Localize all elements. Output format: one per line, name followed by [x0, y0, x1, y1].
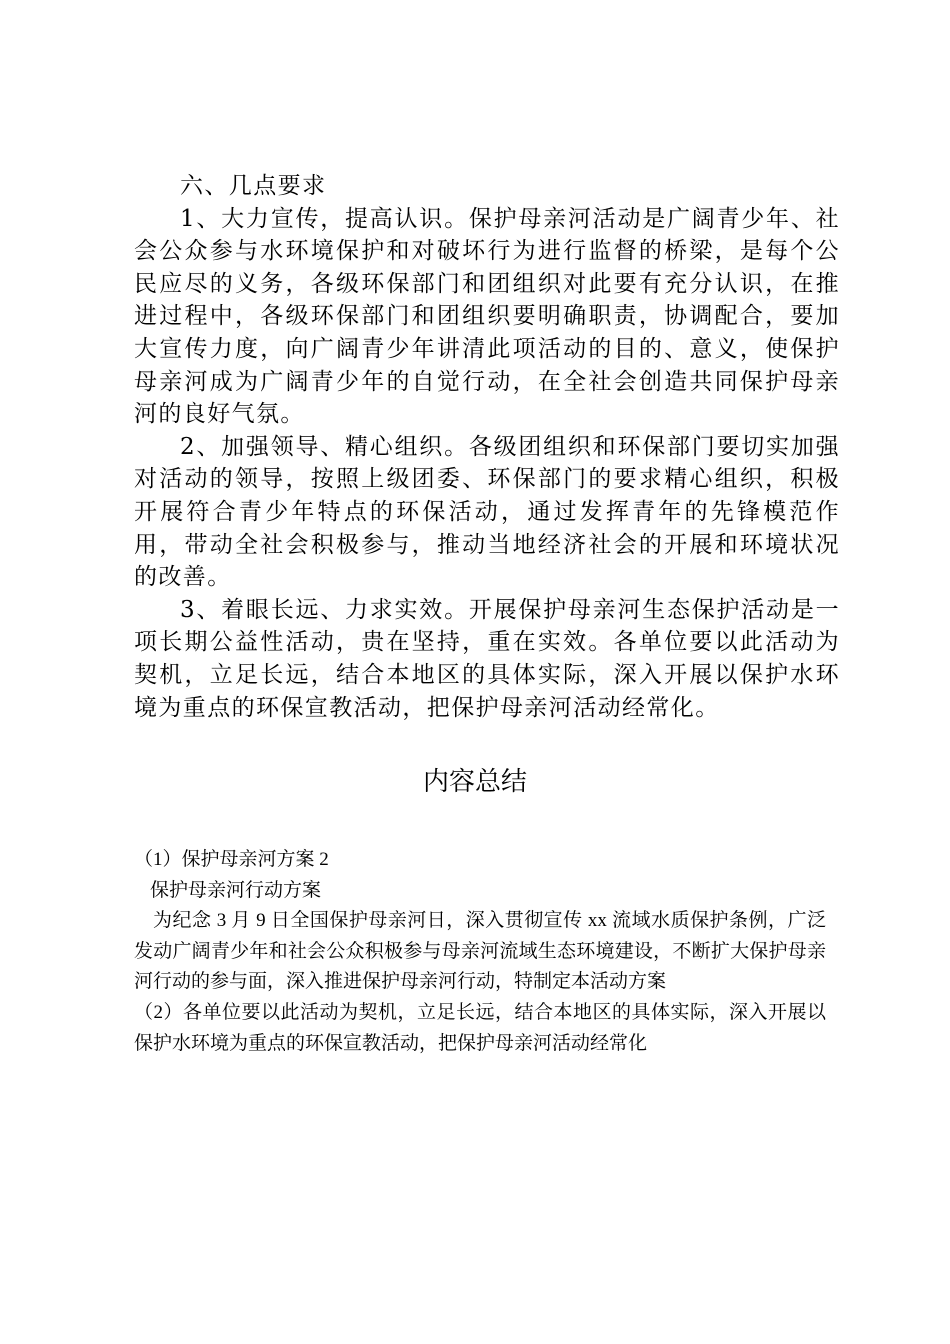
summary-line-3: 为纪念 3 月 9 日全国保护母亲河日，深入贯彻宣传 xx 流域水质保护条例，广泛发动广阔青少年和社会公众积极参与母亲河流域生态环境建设，不断扩大保护母亲河行动的参与面，深入推进保护母亲河行动，特制定本活动方案	[134, 910, 826, 993]
summary-section	[134, 845, 826, 1059]
requirement-item-3: 3、着眼长远、力求实效。开展保护母亲河生态保护活动是一项长期公益性活动，贵在坚持，重在实效。各单位要以此活动为契机，立足长远，结合本地区的具体实际，深入开展以保护水环境为重点的环保宣教活动，把保护母亲河活动经常化。	[134, 596, 840, 721]
requirements-section	[134, 170, 840, 724]
section-heading: 六、几点要求	[180, 173, 327, 199]
requirement-item-1: 1、大力宣传，提高认识。保护母亲河活动是广阔青少年、社会公众参与水环境保护和对破坏行为进行监督的桥梁，是每个公民应尽的义务，各级环保部门和团组织对此要有充分认识，在推进过程中，各级环保部门和团组织要明确职责，协调配合，要加大宣传力度，向广阔青少年讲清此项活动的目的、意义，使保护母亲河成为广阔青少年的自觉行动，在全社会创造共同保护母亲河的良好气氛。	[134, 205, 840, 428]
summary-line-2: 保护母亲河行动方案	[150, 879, 322, 901]
summary-title: 内容总结	[422, 767, 527, 797]
summary-line-4: （2）各单位要以此活动为契机，立足长远，结合本地区的具体实际，深入开展以保护水环境为重点的环保宣教活动，把保护母亲河活动经常化	[134, 1001, 826, 1054]
requirement-item-2: 2、加强领导、精心组织。各级团组织和环保部门要切实加强对活动的领导，按照上级团委、环保部门的要求精心组织，积极开展符合青少年特点的环保活动，通过发挥青年的先锋模范作用，带动全社会积极参与，推动当地经济社会的开展和环境状况的改善。	[134, 433, 840, 591]
summary-line-1: （1）保护母亲河方案 2	[134, 849, 329, 870]
